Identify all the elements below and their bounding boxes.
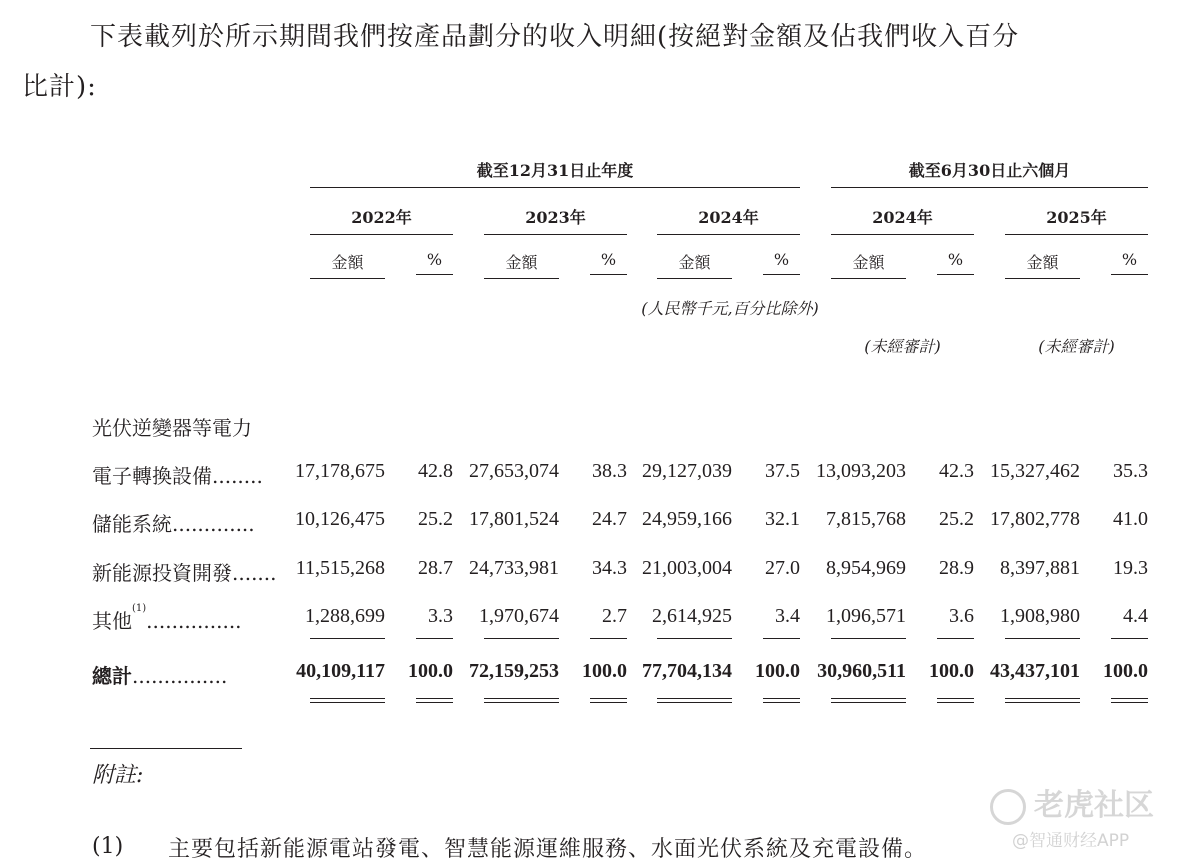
pct-cell: 100.0 bbox=[1103, 660, 1148, 682]
total-double-rule bbox=[1005, 698, 1080, 703]
amount-header: 金額 bbox=[484, 250, 559, 279]
amount-cell: 27,653,074 bbox=[469, 460, 559, 482]
pct-cell: 28.7 bbox=[418, 557, 453, 579]
year-header-2024: 2024年 bbox=[657, 205, 800, 235]
amount-cell: 13,093,203 bbox=[816, 460, 906, 482]
total-double-rule bbox=[831, 698, 906, 703]
pct-cell: 37.5 bbox=[765, 460, 800, 482]
row-label bbox=[92, 605, 242, 634]
row-label bbox=[92, 660, 227, 689]
pct-cell: 32.1 bbox=[765, 508, 800, 530]
subtotal-rule bbox=[416, 638, 453, 639]
amount-cell: 7,815,768 bbox=[826, 508, 906, 530]
footnote-number: (1) bbox=[92, 834, 124, 859]
pct-cell: 42.8 bbox=[418, 460, 453, 482]
amount-cell: 1,908,980 bbox=[1000, 605, 1080, 627]
total-double-rule bbox=[484, 698, 559, 703]
leader-dots: ............... bbox=[132, 664, 228, 688]
amount-cell: 77,704,134 bbox=[642, 660, 732, 682]
total-double-rule bbox=[590, 698, 627, 703]
watermark-secondary: @智通财经APP bbox=[1012, 831, 1130, 851]
pct-cell: 2.7 bbox=[602, 605, 627, 627]
row-label bbox=[92, 557, 277, 586]
leader-dots: ........ bbox=[212, 464, 263, 488]
amount-cell: 29,127,039 bbox=[642, 460, 732, 482]
category-label: 光伏逆變器等電力 bbox=[92, 416, 252, 440]
subtotal-rule bbox=[484, 638, 559, 639]
amount-cell: 1,288,699 bbox=[305, 605, 385, 627]
amount-cell: 8,397,881 bbox=[1000, 557, 1080, 579]
group-header-fiscal-years: 截至12月31日止年度 bbox=[310, 158, 800, 188]
unaudited-note: (未經審計) bbox=[864, 337, 941, 356]
amount-cell: 10,126,475 bbox=[295, 508, 385, 530]
amount-cell: 24,959,166 bbox=[642, 508, 732, 530]
row-label-text: 其他 bbox=[92, 609, 132, 633]
unaudited-note: (未經審計) bbox=[1038, 337, 1115, 356]
row-label-text: 新能源投資開發 bbox=[92, 561, 232, 585]
watermark-primary-text: 老虎社区 bbox=[1034, 788, 1154, 823]
leader-dots: ............... bbox=[146, 609, 242, 633]
pct-cell: 3.6 bbox=[949, 605, 974, 627]
row-label bbox=[92, 460, 263, 489]
amount-cell: 40,109,117 bbox=[296, 660, 385, 682]
pct-header: % bbox=[590, 250, 627, 275]
pct-header: % bbox=[937, 250, 974, 275]
amount-cell: 17,801,524 bbox=[469, 508, 559, 530]
footnote-title: 附註: bbox=[92, 763, 144, 788]
unit-note: (人民幣千元,百分比除外) bbox=[641, 299, 819, 318]
pct-header: % bbox=[763, 250, 800, 275]
pct-cell: 42.3 bbox=[939, 460, 974, 482]
amount-cell: 1,096,571 bbox=[826, 605, 906, 627]
total-double-rule bbox=[657, 698, 732, 703]
amount-cell: 30,960,511 bbox=[817, 660, 906, 682]
subtotal-rule bbox=[831, 638, 906, 639]
pct-cell: 4.4 bbox=[1123, 605, 1148, 627]
subtotal-rule bbox=[657, 638, 732, 639]
year-header-2023: 2023年 bbox=[484, 205, 627, 235]
row-label-text: 電子轉換設備 bbox=[92, 464, 212, 488]
subtotal-rule bbox=[590, 638, 627, 639]
row-label-text: 總計 bbox=[92, 664, 132, 688]
footnote-rule bbox=[90, 748, 242, 749]
total-double-rule bbox=[937, 698, 974, 703]
amount-header: 金額 bbox=[310, 250, 385, 279]
footnote-ref: (1) bbox=[132, 603, 147, 614]
pct-cell: 24.7 bbox=[592, 508, 627, 530]
leader-dots: ............. bbox=[172, 512, 255, 536]
amount-cell: 17,178,675 bbox=[295, 460, 385, 482]
total-double-rule bbox=[1111, 698, 1148, 703]
amount-cell: 1,970,674 bbox=[479, 605, 559, 627]
amount-cell: 24,733,981 bbox=[469, 557, 559, 579]
amount-cell: 11,515,268 bbox=[295, 557, 385, 579]
row-label bbox=[92, 508, 255, 537]
pct-cell: 34.3 bbox=[592, 557, 627, 579]
row-label-text: 儲能系統 bbox=[92, 512, 172, 536]
total-double-rule bbox=[763, 698, 800, 703]
intro-line-2: 比計): bbox=[22, 72, 97, 102]
watermark-primary bbox=[990, 780, 1154, 825]
amount-cell: 72,159,253 bbox=[469, 660, 559, 682]
amount-header: 金額 bbox=[831, 250, 906, 279]
amount-cell: 2,614,925 bbox=[652, 605, 732, 627]
amount-header: 金額 bbox=[657, 250, 732, 279]
amount-cell: 8,954,969 bbox=[826, 557, 906, 579]
year-header-2024-h1: 2024年 bbox=[831, 205, 974, 235]
amount-cell: 21,003,004 bbox=[642, 557, 732, 579]
amount-cell: 43,437,101 bbox=[990, 660, 1080, 682]
amount-header: 金額 bbox=[1005, 250, 1080, 279]
subtotal-rule bbox=[1005, 638, 1080, 639]
subtotal-rule bbox=[937, 638, 974, 639]
subtotal-rule bbox=[763, 638, 800, 639]
pct-header: % bbox=[416, 250, 453, 275]
total-double-rule bbox=[416, 698, 453, 703]
intro-paragraph bbox=[22, 12, 1162, 112]
pct-cell: 25.2 bbox=[418, 508, 453, 530]
pct-cell: 100.0 bbox=[408, 660, 453, 682]
subtotal-rule bbox=[1111, 638, 1148, 639]
pct-cell: 100.0 bbox=[929, 660, 974, 682]
pct-cell: 19.3 bbox=[1113, 557, 1148, 579]
year-header-2025-h1: 2025年 bbox=[1005, 205, 1148, 235]
amount-cell: 17,802,778 bbox=[990, 508, 1080, 530]
pct-cell: 28.9 bbox=[939, 557, 974, 579]
pct-cell: 27.0 bbox=[765, 557, 800, 579]
pct-cell: 38.3 bbox=[592, 460, 627, 482]
pct-cell: 25.2 bbox=[939, 508, 974, 530]
year-header-2022: 2022年 bbox=[310, 205, 453, 235]
leader-dots: ....... bbox=[232, 561, 277, 585]
pct-cell: 3.4 bbox=[775, 605, 800, 627]
pct-cell: 35.3 bbox=[1113, 460, 1148, 482]
group-header-six-months: 截至6月30日止六個月 bbox=[831, 158, 1148, 188]
intro-line-1: 下表載列於所示期間我們按產品劃分的收入明細(按絕對金額及佔我們收入百分 bbox=[90, 22, 1020, 52]
tiger-logo-icon bbox=[990, 789, 1026, 825]
subtotal-rule bbox=[310, 638, 385, 639]
amount-cell: 15,327,462 bbox=[990, 460, 1080, 482]
pct-cell: 100.0 bbox=[582, 660, 627, 682]
footnote-text: 主要包括新能源電站發電、智慧能源運維服務、水面光伏系統及充電設備。 bbox=[168, 837, 928, 862]
total-double-rule bbox=[310, 698, 385, 703]
pct-header: % bbox=[1111, 250, 1148, 275]
pct-cell: 41.0 bbox=[1113, 508, 1148, 530]
pct-cell: 3.3 bbox=[428, 605, 453, 627]
pct-cell: 100.0 bbox=[755, 660, 800, 682]
